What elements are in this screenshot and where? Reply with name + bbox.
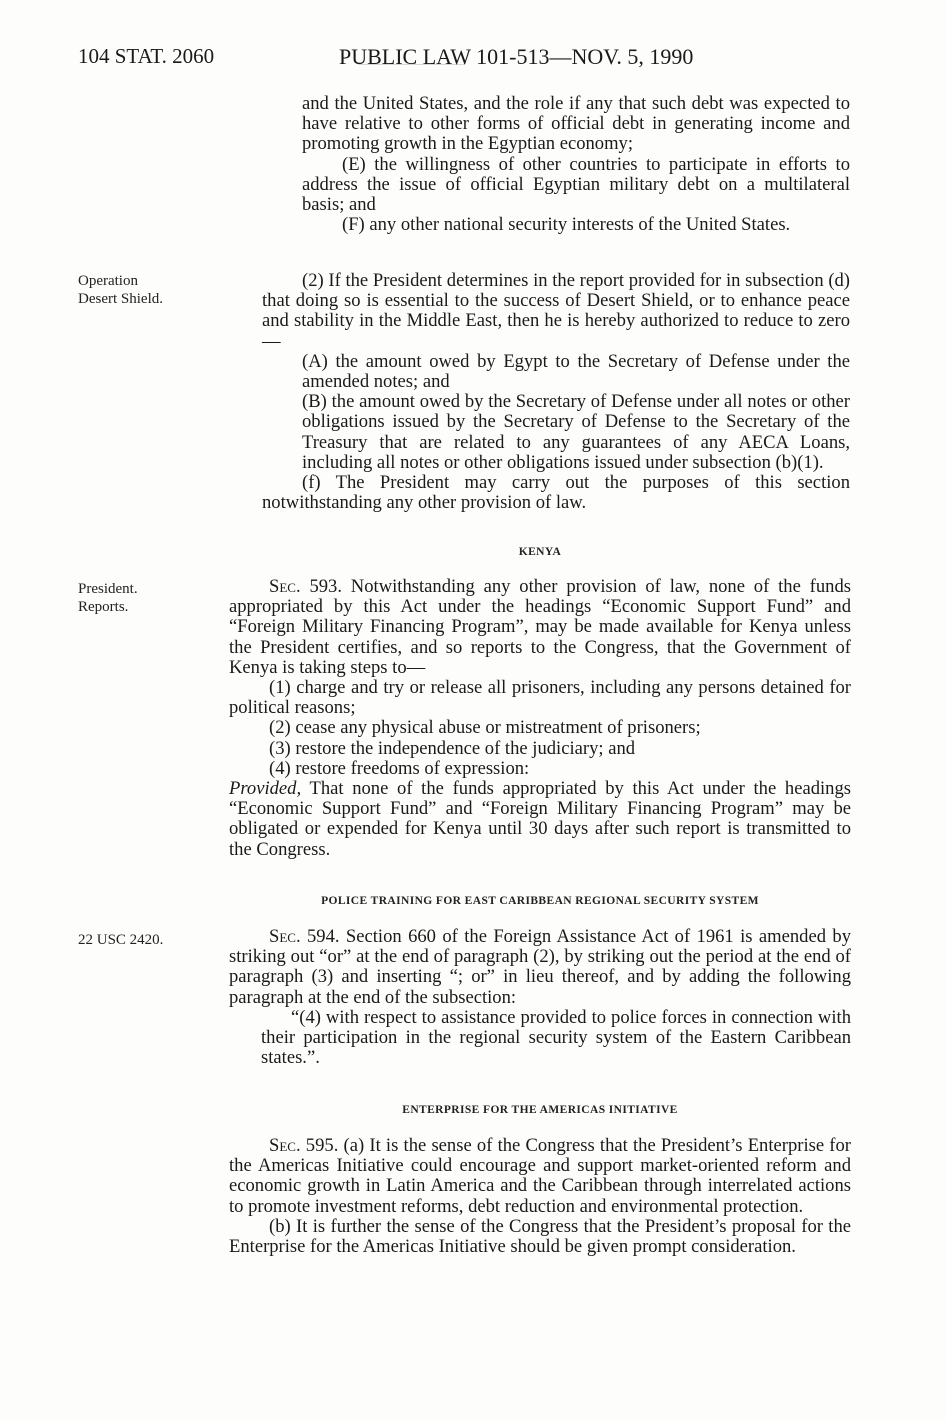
heading-kenya: KENYA <box>518 546 562 558</box>
kenya-item: (2) cease any physical abuse or mistreatment of prisoners; <box>269 717 701 739</box>
kenya-item: (3) restore the independence of the judiciary; and <box>269 737 636 759</box>
subsection-f: (f) The President may carry out the purposes of this section notwithstanding any other provision of law. <box>262 472 850 514</box>
page-header <box>0 44 947 78</box>
margin-note-line: Reports. <box>78 599 129 615</box>
paragraph-e: (E) the willingness of other countries to participate in efforts to address the issue of official Egyptian military debt on a multilateral basis; and <box>302 153 850 216</box>
paragraph-f: (F) any other national security interests of the United States. <box>342 214 791 236</box>
quoted-paragraph <box>229 1008 851 1069</box>
section-595-a <box>229 1136 851 1217</box>
paragraph-a <box>262 352 850 392</box>
sec-body: 593. Notwithstanding any other provision of law, none of the funds appropriated by this Act under the headings “Economic Support Fund” and “Foreign Military Financing Program”, may be made available for Kenya unless the President certifies, and so reports to the Congress, that the Government of Kenya is taking steps to— <box>229 576 851 678</box>
section-595 <box>229 1136 851 1257</box>
paragraph: and the United States, and the role if any that such debt was expected to have relative to other forms of official debt in generating income and promoting growth in the Egyptian economy; <box>302 93 850 155</box>
heading-police-training: POLICE TRAINING FOR EAST CARIBBEAN REGIONAL SECURITY SYSTEM <box>321 895 759 907</box>
section-594 <box>229 927 851 1068</box>
section-594-text <box>229 927 851 1008</box>
margin-note-line: Operation <box>78 273 138 289</box>
proviso <box>229 779 851 860</box>
sec-label: Sec. <box>269 926 301 947</box>
paragraph-b-text: (B) the amount owed by the Secretary of Defense under all notes or other obligations issued by the Secretary of Defense to the Secretary of the Treasury that are related to any guarantees of any AECA Loans, including all notes or other obligations issued under subsection (b)(1). <box>302 391 850 473</box>
subsection-2-block <box>262 271 850 513</box>
quoted-paragraph-text: “(4) with respect to assistance provided to police forces in connection with their participation in the regional security system of the Eastern Caribbean states.”. <box>261 1006 851 1069</box>
sec-label: Sec. <box>269 576 301 597</box>
paragraph-b <box>262 392 850 473</box>
kenya-item: (4) restore freedoms of expression: <box>269 757 530 779</box>
section-593-text <box>229 577 851 678</box>
sec-body: 595. (a) It is the sense of the Congress that the President’s Enterprise for the Americas Initiative could encourage and support market-oriented reform and economic growth in Latin America and the Caribbean through interrelated actions to promote investment reforms, debt reduction and environmental protection. <box>229 1135 851 1217</box>
margin-note-line: 22 USC 2420. <box>78 932 164 948</box>
margin-note-line: President. <box>78 581 138 597</box>
margin-note-line: Desert Shield. <box>78 291 163 307</box>
margin-note-desert-shield <box>78 272 163 308</box>
kenya-item: (1) charge and try or release all prisoners, including any persons detained for political reasons; <box>229 677 851 719</box>
section-595-b: (b) It is further the sense of the Congress that the President’s proposal for the Enterprise for the Americas Initiative should be given prompt consideration. <box>229 1215 851 1258</box>
margin-note-president-reports <box>78 580 138 616</box>
paragraph-2: (2) If the President determines in the report provided for in subsection (d) that doing so is essential to the success of Desert Shield, or to enhance peace and stability in the Middle East, then he is hereby authorized to reduce to zero— <box>262 270 850 352</box>
stat-reference: 104 STAT. 2060 <box>78 44 215 68</box>
law-title: PUBLIC LAW 101-513—NOV. 5, 1990 <box>339 44 694 69</box>
sec-label: Sec. <box>269 1135 301 1156</box>
heading-enterprise: ENTERPRISE FOR THE AMERICAS INITIATIVE <box>402 1104 678 1116</box>
continuation-block <box>302 94 850 235</box>
sec-body: 594. Section 660 of the Foreign Assistance Act of 1961 is amended by striking out “or” at the end of paragraph (2), by striking out the period at the end of paragraph (3) and inserting “; or” in lieu thereof, and by adding the following paragraph at the end of the subsection: <box>229 926 851 1008</box>
provided-word: Provided, <box>229 778 302 800</box>
paragraph-a-text: (A) the amount owed by Egypt to the Secretary of Defense under the amended notes; and <box>302 350 850 393</box>
margin-note-usc <box>78 931 163 949</box>
proviso-text: That none of the funds appropriated by this Act under the headings “Economic Support Fund” and “Foreign Military Financing Program” may be obligated or expended for Kenya until 30 days after such report is transmitted to the Congress. <box>229 778 851 860</box>
section-593 <box>229 577 851 860</box>
